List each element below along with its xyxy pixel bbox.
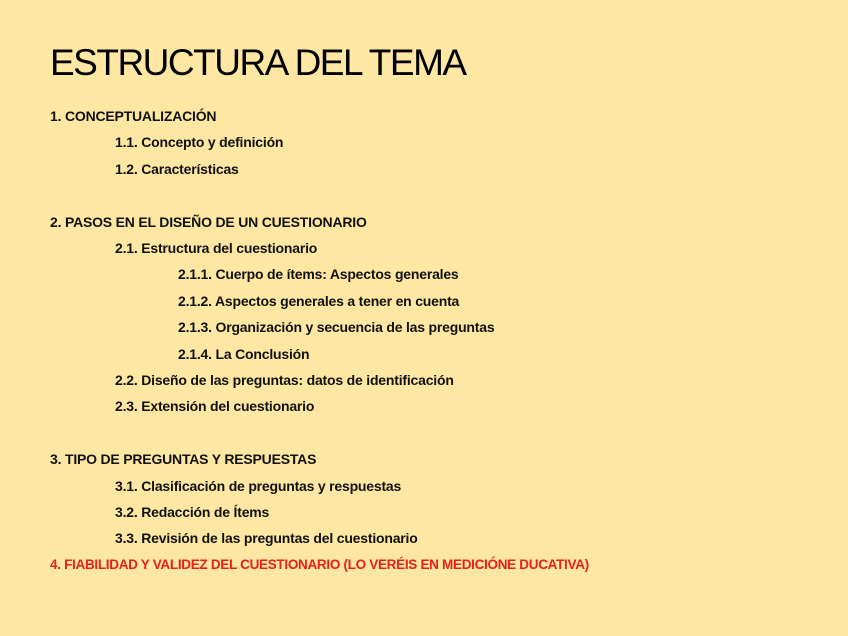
outline-item-2-2: 2.2. Diseño de las preguntas: datos de identificación: [115, 372, 454, 388]
section-heading-4-highlighted: 4. FIABILIDAD Y VALIDEZ DEL CUESTIONARIO (LO VERÉIS EN MEDICIÓNE DUCATIVA): [50, 557, 589, 572]
outline-subitem-2-1-3: 2.1.3. Organización y secuencia de las preguntas: [178, 319, 495, 335]
outline-item-1-1: 1.1. Concepto y definición: [115, 134, 284, 150]
outline-subitem-2-1-4: 2.1.4. La Conclusión: [178, 346, 310, 362]
outline-item-2-1: 2.1. Estructura del cuestionario: [115, 240, 318, 256]
outline-item-1-2: 1.2. Características: [115, 161, 239, 177]
outline-item-3-3: 3.3. Revisión de las preguntas del cuestionario: [115, 530, 418, 546]
outline-item-3-2: 3.2. Redacción de Ítems: [115, 504, 270, 520]
section-heading-1: 1. CONCEPTUALIZACIÓN: [50, 108, 217, 124]
outline-subitem-2-1-2: 2.1.2. Aspectos generales a tener en cuenta: [178, 293, 460, 309]
slide-title: ESTRUCTURA DEL TEMA: [50, 42, 466, 83]
outline-item-3-1: 3.1. Clasificación de preguntas y respuestas: [115, 478, 402, 494]
outline-subitem-2-1-1: 2.1.1. Cuerpo de ítems: Aspectos generales: [178, 266, 459, 282]
section-heading-2: 2. PASOS EN EL DISEÑO DE UN CUESTIONARIO: [50, 214, 367, 230]
section-heading-3: 3. TIPO DE PREGUNTAS Y RESPUESTAS: [50, 451, 317, 467]
outline-item-2-3: 2.3. Extensión del cuestionario: [115, 398, 315, 414]
